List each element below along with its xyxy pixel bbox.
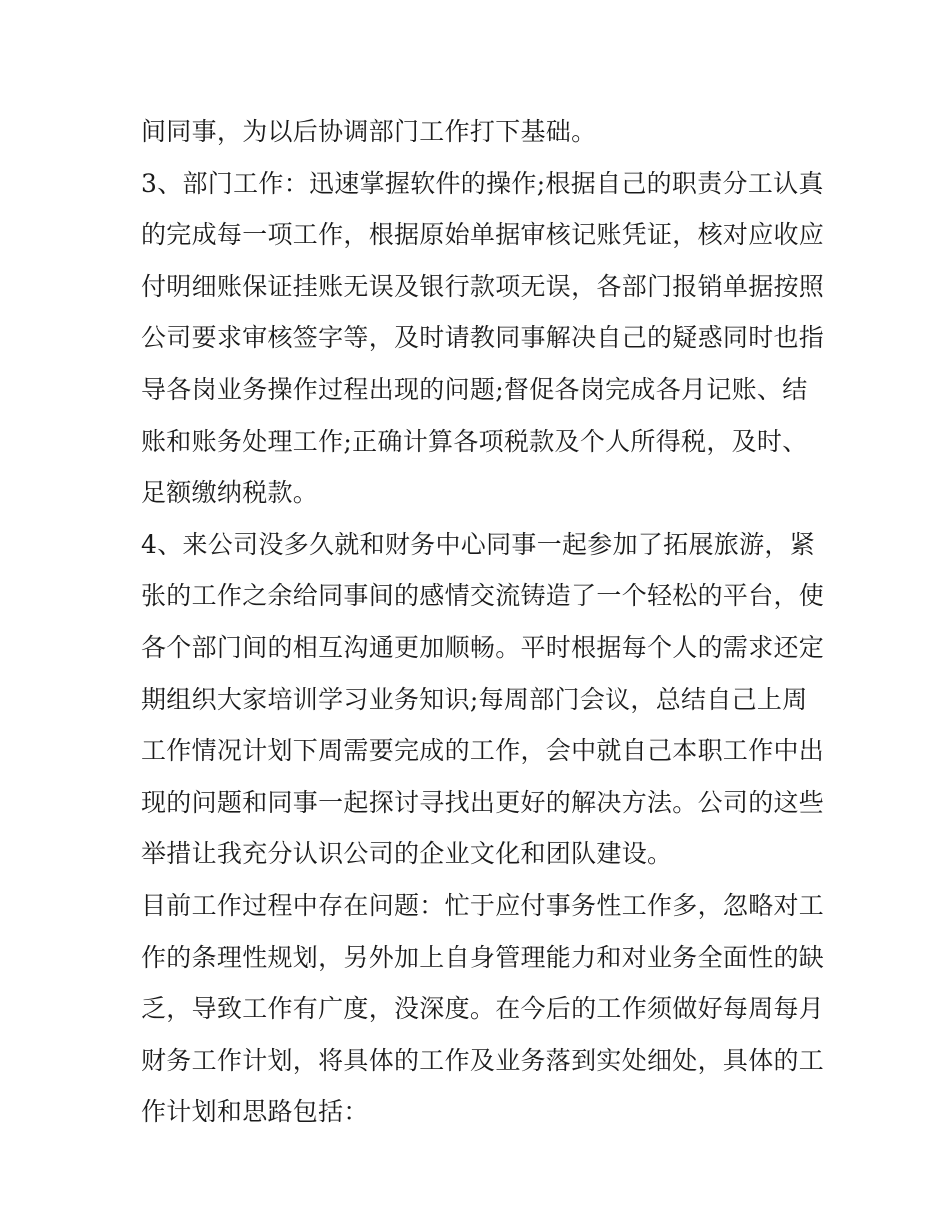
text-line: 期组织大家培训学习业务知识;每周部门会议，总结自己上周 (141, 684, 808, 714)
text-line: 现的问题和同事一起探讨寻找出更好的解决方法。公司的这些 (141, 787, 825, 817)
text-line: 作计划和思路包括： (141, 1097, 369, 1127)
text-line: 足额缴纳税款。 (141, 478, 319, 508)
text-line: 付明细账保证挂账无误及银行款项无误，各部门报销单据按照 (141, 271, 825, 301)
text-line: 财务工作计划，将具体的工作及业务落到实处细处，具体的工 (141, 1045, 825, 1075)
text-line: 间同事，为以后协调部门工作打下基础。 (141, 117, 597, 146)
text-line: 公司要求审核签字等，及时请教同事解决自己的疑惑同时也指 (141, 323, 825, 353)
text-line: 的完成每一项工作，根据原始单据审核记账凭证，核对应收应 (141, 220, 825, 250)
text-line: 乏，导致工作有广度，没深度。在今后的工作须做好每周每月 (141, 994, 825, 1024)
text-line: 3、部门工作：迅速掌握软件的操作;根据自己的职责分工认真 (141, 168, 824, 198)
text-line: 账和账务处理工作;正确计算各项税款及个人所得税，及时、 (141, 426, 808, 456)
text-line: 导各岗业务操作过程出现的问题;督促各岗完成各月记账、结 (141, 374, 808, 404)
document-page (141, 106, 825, 1138)
text-line: 举措让我充分认识公司的企业文化和团队建设。 (141, 839, 673, 869)
text-line: 各个部门间的相互沟通更加顺畅。平时根据每个人的需求还定 (141, 632, 825, 662)
text-line: 工作情况计划下周需要完成的工作，会中就自己本职工作中出 (141, 736, 825, 766)
text-line: 张的工作之余给同事间的感情交流铸造了一个轻松的平台，使 (141, 581, 825, 611)
text-line: 作的条理性规划，另外加上自身管理能力和对业务全面性的缺 (141, 942, 825, 972)
text-line: 4、来公司没多久就和财务中心同事一起参加了拓展旅游，紧 (141, 529, 816, 559)
text-line: 目前工作过程中存在问题：忙于应付事务性工作多，忽略对工 (141, 890, 825, 920)
